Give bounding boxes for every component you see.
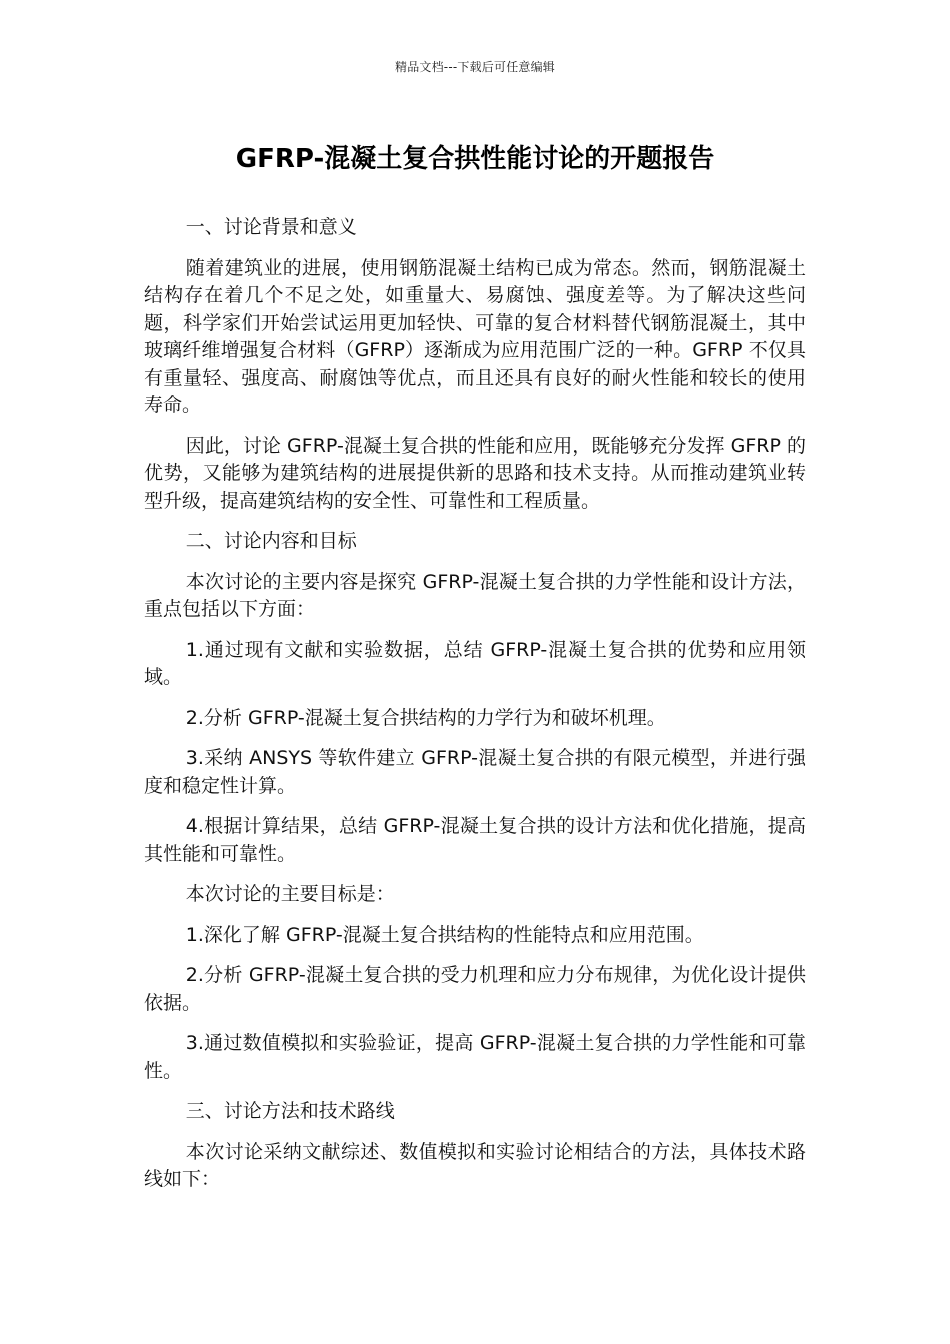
- document-title: GFRP-混凝土复合拱性能讨论的开题报告: [235, 144, 715, 174]
- paragraph-content-intro: 本次讨论的主要内容是探究 GFRP-混凝土复合拱的力学性能和设计方法，重点包括以下方面：: [144, 570, 806, 620]
- paragraph-goals-intro: 本次讨论的主要目标是：: [185, 883, 395, 905]
- paragraph-methods-intro: 本次讨论采纳文献综述、数值模拟和实验讨论相结合的方法，具体技术路线如下：: [144, 1140, 806, 1190]
- list-item-goal-1: 1.深化了解 GFRP-混凝土复合拱结构的性能特点和应用范围。: [185, 923, 704, 946]
- section-heading-content-goals: 二、讨论内容和目标: [185, 530, 357, 552]
- list-item-goal-2: 2.分析 GFRP-混凝土复合拱的受力机理和应力分布规律，为优化设计提供依据。: [144, 964, 806, 1014]
- section-heading-background: 一、讨论背景和意义: [185, 216, 357, 238]
- paragraph-background-1: 随着建筑业的进展，使用钢筋混凝土结构已成为常态。然而，钢筋混凝土结构存在着几个不足之处，如重量大、易腐蚀、强度差等。为了解决这些问题，科学家们开始尝试运用更加轻快、可靠的复合材料替代钢筋混凝土，其中玻璃纤维增强复合材料（GFRP）逐渐成为应用范围广泛的一种。GFRP 不仅具有重量轻、强度高、耐腐蚀等优点，而且还具有良好的耐火性能和较长的使用寿命。: [144, 256, 806, 416]
- list-item-content-2: 2.分析 GFRP-混凝土复合拱结构的力学行为和破坏机理。: [185, 706, 666, 729]
- list-item-content-4: 4.根据计算结果，总结 GFRP-混凝土复合拱的设计方法和优化措施，提高其性能和可靠性。: [144, 815, 806, 865]
- header-note: 精品文档---下载后可任意编辑: [395, 60, 555, 74]
- document-body: [144, 214, 806, 1207]
- section-heading-methods: 三、讨论方法和技术路线: [185, 1100, 395, 1122]
- list-item-goal-3: 3.通过数值模拟和实验验证，提高 GFRP-混凝土复合拱的力学性能和可靠性。: [144, 1032, 806, 1082]
- paragraph-background-2: 因此，讨论 GFRP-混凝土复合拱的性能和应用，既能够充分发挥 GFRP 的优势，又能够为建筑结构的进展提供新的思路和技术支持。从而推动建筑业转型升级，提高建筑结构的安全性、可靠性和工程质量。: [144, 434, 806, 512]
- list-item-content-3: 3.采纳 ANSYS 等软件建立 GFRP-混凝土复合拱的有限元模型，并进行强度和稳定性计算。: [144, 747, 806, 797]
- list-item-content-1: 1.通过现有文献和实验数据，总结 GFRP-混凝土复合拱的优势和应用领域。: [144, 638, 806, 688]
